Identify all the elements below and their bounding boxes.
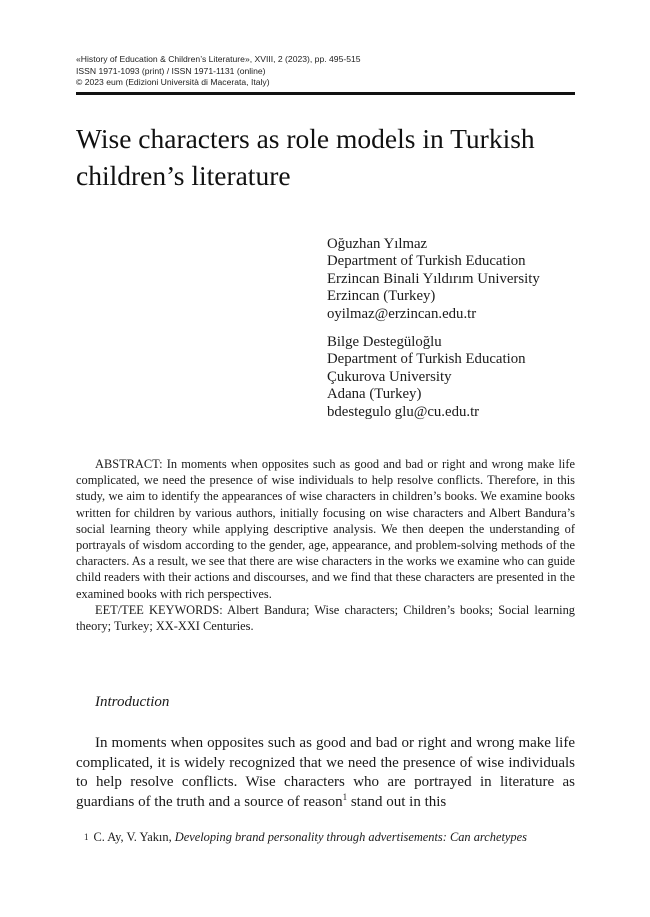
- author-block-1: [327, 236, 540, 323]
- intro-text-part2: stand out in this: [347, 793, 447, 810]
- abstract-text: ABSTRACT: In moments when opposites such as good and bad or right and wrong make life complicated, we need the presence of wise individuals to help resolve conflicts. Therefore, in this study, we aim to identify the appearances of wise characters in children’s books. We examine books written for children by various authors, initially focusing on wise characters and Albert Bandura’s social learning theory while applying descriptive analysis. We then deepen the understanding of portrayals of wisdom according to the gender, age, appearance, and problem-solving methods of the characters. As a result, we see that there are wise characters in the works we examine who can guide child readers with their actions and discourses, and we find that these characters are presented in the examined books with rich perspectives.: [76, 457, 575, 601]
- author-email[interactable]: oyilmaz@erzincan.edu.tr: [327, 305, 477, 322]
- footnote-authors: C. Ay, V. Yakın,: [93, 830, 175, 844]
- journal-copyright: © 2023 eum (Edizioni Università di Macerata, Italy): [76, 77, 270, 87]
- author-location: Adana (Turkey): [327, 386, 422, 403]
- introduction-heading: Introduction: [95, 694, 170, 710]
- intro-text-part1: In moments when opposites such as good and bad or right and wrong make life complicated, it is widely recognized that we need the presence of wise individuals to help resolve conflicts. Wise characters who are portrayed in literature as guardians of the truth and a source of reason: [76, 735, 575, 810]
- journal-header: [76, 54, 361, 89]
- journal-citation: «History of Education & Children’s Literature», XVIII, 2 (2023), pp. 495-515: [76, 54, 361, 64]
- abstract-section: [76, 456, 575, 634]
- footnote-reference[interactable]: 1: [342, 791, 348, 802]
- footnote: [76, 829, 575, 845]
- journal-issn: ISSN 1971-1093 (print) / ISSN 1971-1131 (online): [76, 65, 266, 76]
- footnote-title: Developing brand personality through advertisements: Can archetypes: [174, 830, 527, 844]
- author-email[interactable]: bdestegulo glu@cu.edu.tr: [327, 403, 480, 420]
- author-department: Department of Turkish Education: [327, 253, 526, 270]
- introduction-paragraph: [76, 734, 575, 812]
- footnote-marker: 1: [84, 832, 89, 842]
- author-name: Oğuzhan Yılmaz: [327, 236, 428, 252]
- author-department: Department of Turkish Education: [327, 351, 526, 368]
- author-university: Çukurova University: [327, 368, 452, 385]
- author-name: Bilge Destegüloğlu: [327, 334, 442, 350]
- author-university: Erzincan Binali Yıldırım University: [327, 270, 540, 287]
- article-title: Wise characters as role models in Turkish children’s literature: [76, 123, 535, 191]
- keywords-text: EET/TEE KEYWORDS: Albert Bandura; Wise characters; Children’s books; Social learning theory; Turkey; XX-XXI Centuries.: [76, 602, 575, 634]
- author-block-2: [327, 334, 526, 421]
- header-rule: [76, 92, 575, 95]
- author-location: Erzincan (Turkey): [327, 288, 436, 305]
